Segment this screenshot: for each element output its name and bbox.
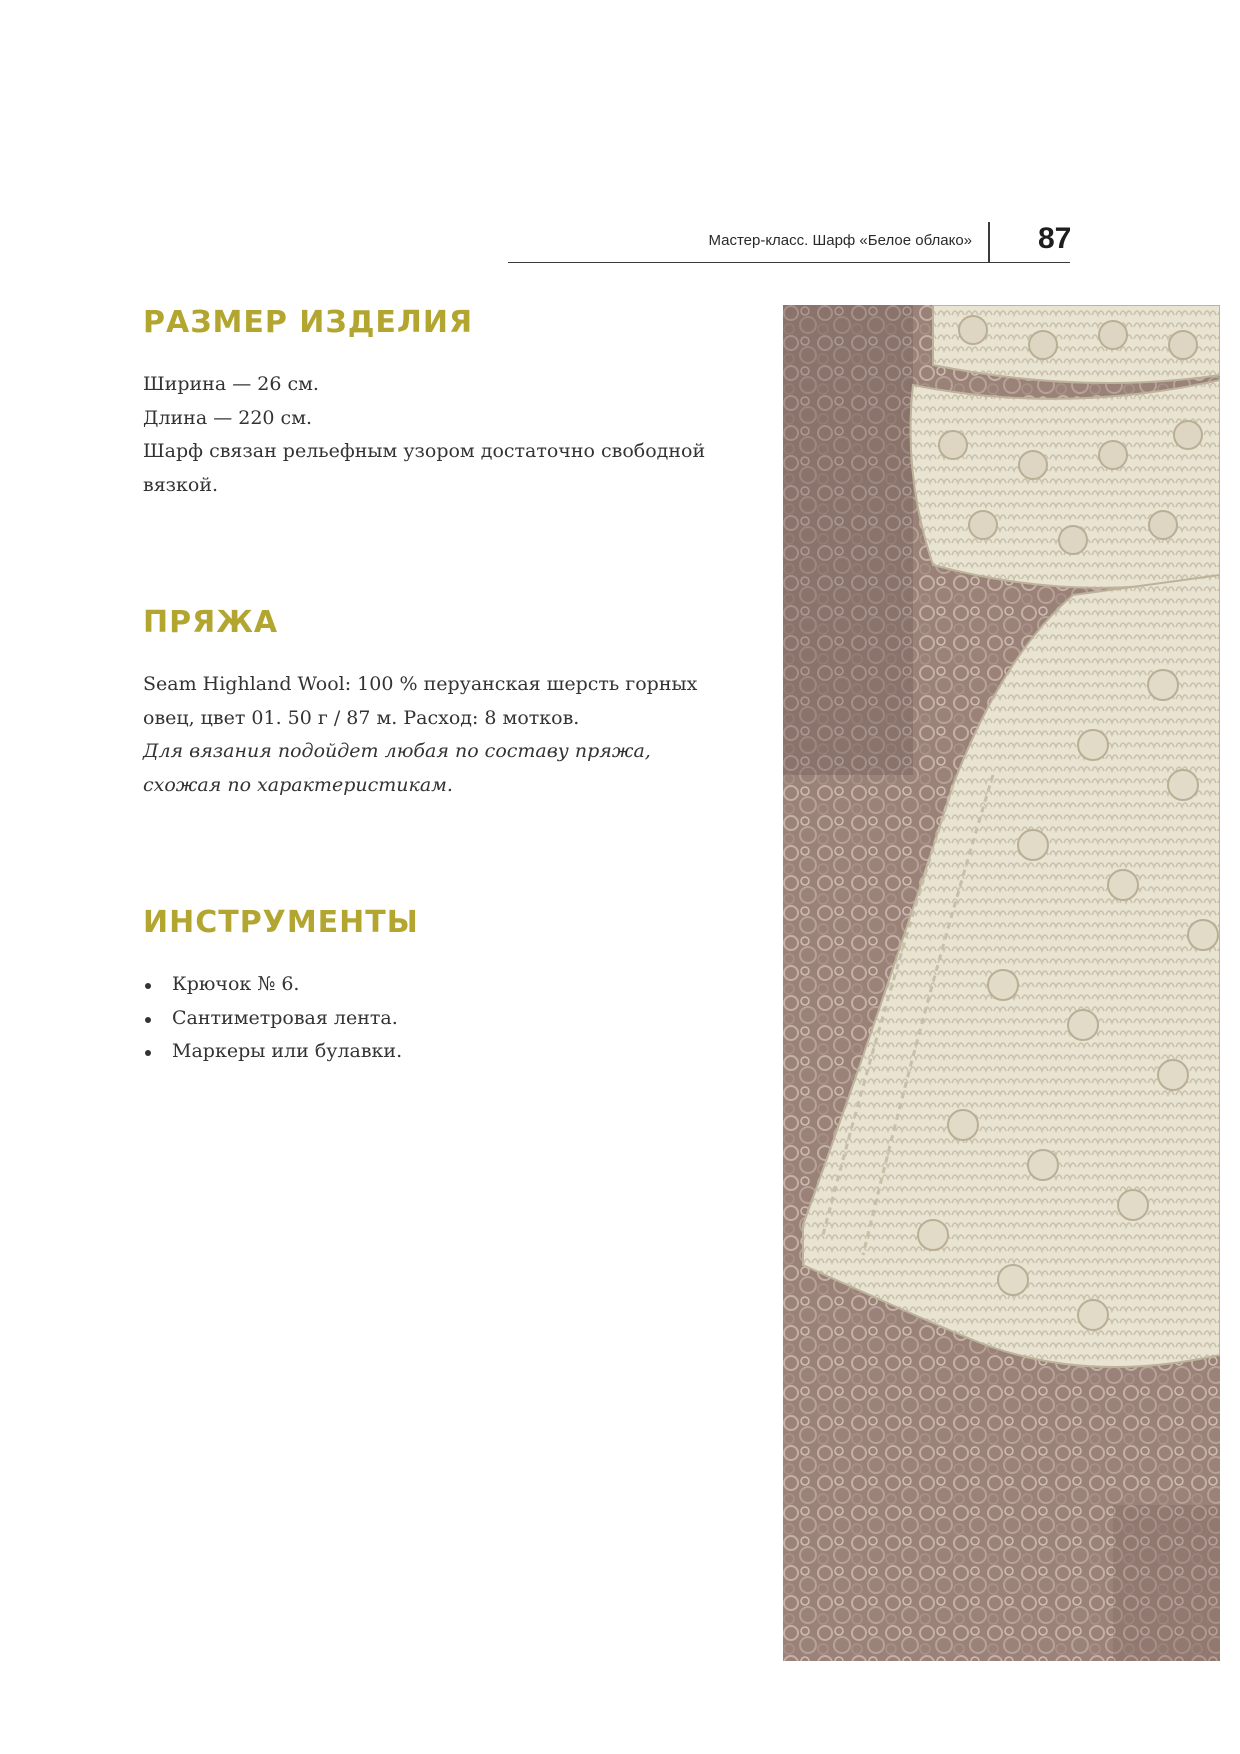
running-title: Мастер-класс. Шарф «Белое облако» [708, 232, 972, 249]
size-section [143, 305, 743, 502]
list-item [143, 968, 743, 1002]
page-number: 87 [1038, 222, 1072, 255]
size-note-line: Шарф связан рельефным узором достаточно свободной вязкой. [143, 440, 706, 496]
size-width-line: Ширина — 26 см. [143, 373, 319, 395]
yarn-description: Seam Highland Wool: 100 % перуанская шерсть горных овец, цвет 01. 50 г / 87 м. Расход: 8 мотков. [143, 673, 698, 729]
bullet-icon [145, 1050, 151, 1056]
scarf-illustration [783, 305, 1220, 1661]
bullet-icon [145, 983, 151, 989]
tool-item-text: Маркеры или булавки. [172, 1040, 403, 1062]
size-heading: РАЗМЕР ИЗДЕЛИЯ [143, 305, 474, 340]
list-item [143, 1035, 743, 1069]
list-item [143, 1002, 743, 1036]
size-length-line: Длина — 220 см. [143, 406, 313, 429]
bullet-icon [145, 1017, 151, 1023]
yarn-section [143, 605, 743, 802]
tool-item-text: Сантиметровая лента. [172, 1006, 398, 1029]
tools-heading: ИНСТРУМЕНТЫ [143, 905, 419, 940]
yarn-heading: ПРЯЖА [143, 605, 279, 640]
scarf-photo [783, 305, 1220, 1661]
running-header [508, 222, 1070, 263]
header-divider [988, 222, 990, 262]
tools-list [143, 968, 743, 1069]
tool-item-text: Крючок № 6. [172, 973, 300, 995]
yarn-note: Для вязания подойдет любая по составу пряжа, схожая по характеристикам. [143, 740, 651, 796]
tools-section [143, 905, 743, 1069]
